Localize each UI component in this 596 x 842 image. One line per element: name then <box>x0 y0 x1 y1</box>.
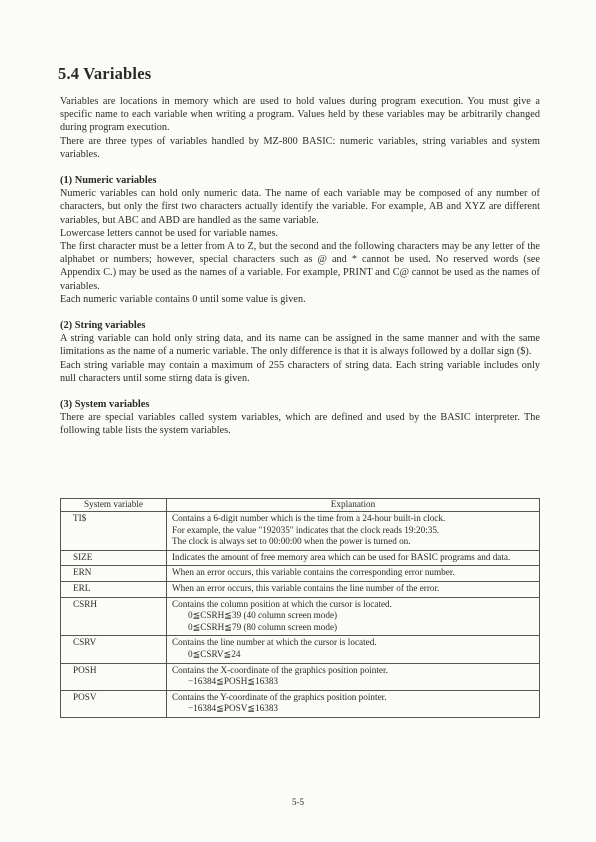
variable-name-cell: POSV <box>61 690 167 717</box>
column-header-explanation: Explanation <box>167 499 540 512</box>
string-paragraph: A string variable can hold only string data, and its name can be assigned in the same manner and with the same limitations as the name of a numeric variable. The only difference is that it is always followed by a dollar sign ($). <box>60 333 540 358</box>
page-number: 5-5 <box>292 797 304 807</box>
explanation-cell <box>167 512 540 551</box>
explanation-cell <box>167 690 540 717</box>
explanation-line: Contains the Y-coordinate of the graphics position pointer. <box>172 691 387 702</box>
table-row <box>61 636 540 663</box>
table-row <box>61 550 540 566</box>
explanation-line: Contains the line number at which the cursor is located. <box>172 637 377 648</box>
variable-name-cell: CSRV <box>61 636 167 663</box>
explanation-cell <box>167 636 540 663</box>
string-paragraph: Each string variable may contain a maximum of 255 characters of string data. Each string variable includes only null characters until some stirng data is given. <box>60 359 540 384</box>
explanation-cell <box>167 597 540 636</box>
variable-name-cell: POSH <box>61 663 167 690</box>
system-variables-table <box>60 498 540 718</box>
intro-paragraph: There are three types of variables handled by MZ-800 BASIC: numeric variables, string variables and system variables. <box>60 135 540 160</box>
numeric-variables-heading: (1) Numeric variables <box>60 175 157 187</box>
explanation-line: Contains the column position at which the cursor is located. <box>172 598 392 609</box>
numeric-paragraph: Lowercase letters cannot be used for variable names. <box>60 227 279 239</box>
explanation-line: Contains the X-coordinate of the graphics position pointer. <box>172 664 388 675</box>
range-line: 0≦CSRH≦79 (80 column screen mode) <box>188 621 338 632</box>
table-row <box>61 512 540 551</box>
table-row <box>61 690 540 717</box>
explanation-line: The clock is always set to 00:00:00 when the power is turned on. <box>172 536 411 547</box>
variable-name-cell: CSRH <box>61 597 167 636</box>
table-row <box>61 581 540 597</box>
explanation-line: For example, the value "192035" indicates that the clock reads 19:20:35. <box>172 524 440 535</box>
range-line: 0≦CSRH≦39 (40 column screen mode) <box>188 610 338 621</box>
column-header-system-variable: System variable <box>61 499 167 512</box>
system-variables-heading: (3) System variables <box>60 399 150 411</box>
variable-name-cell: ERN <box>61 566 167 582</box>
explanation-line: When an error occurs, this variable contains the corresponding error number. <box>172 567 455 578</box>
explanation-line: Contains a 6-digit number which is the time from a 24-hour built-in clock. <box>172 513 446 523</box>
numeric-paragraph: Each numeric variable contains 0 until some value is given. <box>60 293 306 305</box>
explanation-cell <box>167 663 540 690</box>
variable-name-cell: ERL <box>61 581 167 597</box>
numeric-paragraph: The first character must be a letter from A to Z, but the second and the following characters may be any letter of the alphabet or numbers; however, special characters such as @ and * cannot be used. No reserved words (see Appendix C.) may be used as the names of a variable. For example, PRINT and C@ cannot be used as the names of variables. <box>60 241 540 292</box>
range-line: −16384≦POSH≦16383 <box>188 676 279 687</box>
table-row <box>61 663 540 690</box>
string-variables-heading: (2) String variables <box>60 320 146 332</box>
table-header-row <box>61 499 540 512</box>
table-body <box>61 512 540 718</box>
explanation-line: Indicates the amount of free memory area which can be used for BASIC programs and data. <box>172 551 511 562</box>
explanation-line: When an error occurs, this variable contains the line number of the error. <box>172 582 440 593</box>
range-line: 0≦CSRV≦24 <box>188 648 241 659</box>
explanation-cell <box>167 581 540 597</box>
numeric-paragraph: Numeric variables can hold only numeric data. The name of each variable may be composed of any number of characters, but only the first two characters actually identify the variable. For example, AB and XYZ are different variables, but ABC and ABD are handled as the same variable. <box>60 188 540 226</box>
explanation-cell <box>167 566 540 582</box>
range-line: −16384≦POSV≦16383 <box>188 703 279 714</box>
system-paragraph: There are special variables called system variables, which are defined and used by the BASIC interpreter. The following table lists the system variables. <box>60 412 540 437</box>
explanation-cell <box>167 550 540 566</box>
table-row <box>61 566 540 582</box>
variable-name-cell: TI$ <box>61 512 167 551</box>
variable-name-cell: SIZE <box>61 550 167 566</box>
table-row <box>61 597 540 636</box>
section-title: 5.4 Variables <box>58 64 152 83</box>
intro-paragraph: Variables are locations in memory which are used to hold values during program execution. You must give a specific name to each variable when writing a program. Values held by these variables may be arbitrarily changed during program execution. <box>60 96 540 134</box>
body-text <box>60 95 540 438</box>
